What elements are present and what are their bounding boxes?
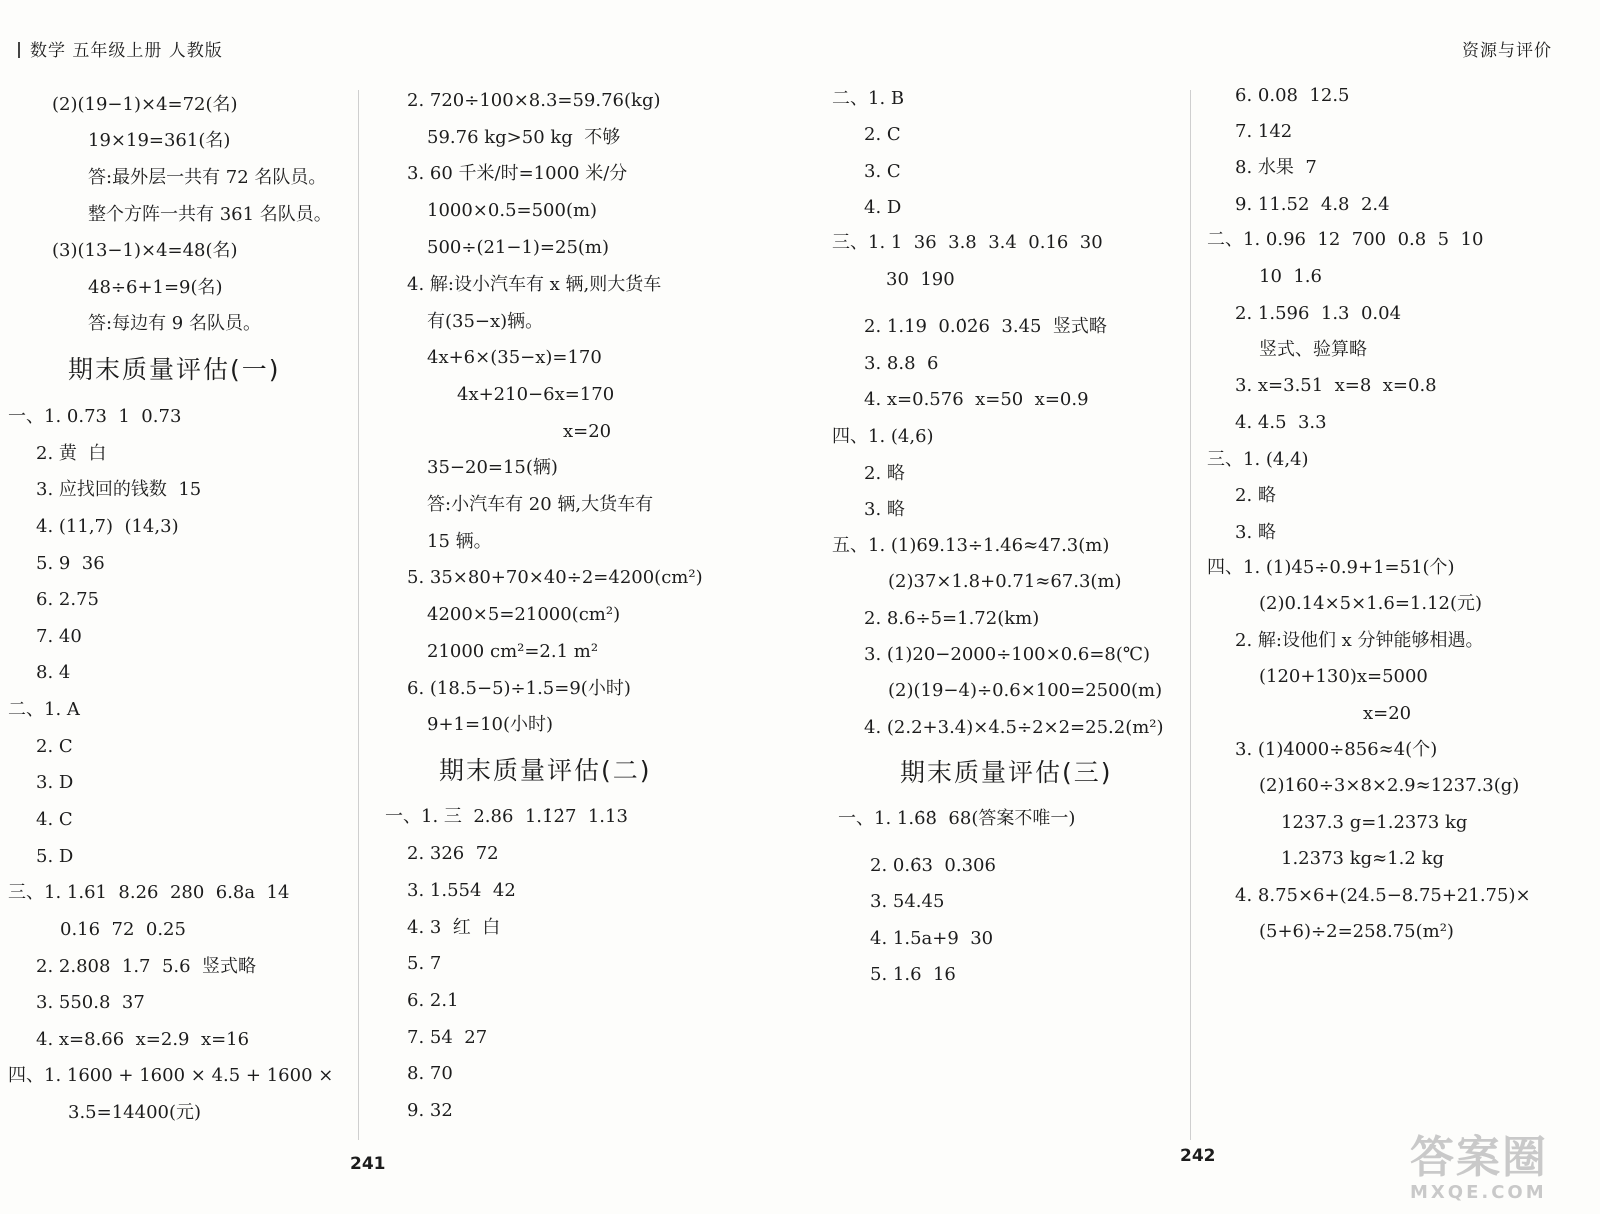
answer-line: 一、1. 1.6̇8̇ 68(答案不唯一) [838, 808, 1076, 829]
answer-line: 4. D [864, 197, 902, 218]
answer-column-1 [0, 0, 380, 1214]
answer-line: (2)37×1.8+0.71≈67.3(m) [888, 571, 1122, 592]
answer-line: 2. 2.808 1.7 5.6 竖式略 [36, 956, 257, 977]
answer-line: 四、1. (1)45÷0.9+1=51(个) [1207, 557, 1455, 578]
answer-line: 四、1. 1600 + 1600 × 4.5 + 1600 × [8, 1065, 334, 1086]
answer-line: 3. (1)4000÷856≈4(个) [1235, 739, 1438, 760]
answer-line: (5+6)÷2=258.75(m²) [1259, 921, 1454, 942]
answer-line: 9. 11.52 4.8 2.4 [1235, 194, 1390, 215]
answer-line: 5. 35×80+70×40÷2=4200(cm²) [407, 567, 703, 588]
answer-line: 一、1. 三 2.86 1.1̇2̇7 1.13 [385, 806, 628, 827]
answer-line: (3)(13−1)×4=48(名) [52, 240, 238, 261]
answer-line: 4. x=8.66 x=2.9 x=16 [36, 1029, 250, 1050]
answer-line: 3. 略 [864, 499, 905, 520]
answer-line: 2. 黄 白 [36, 443, 107, 464]
answer-line: 2. 8.6÷5=1.72(km) [864, 608, 1040, 629]
answer-line: 6. 2.1 [407, 990, 459, 1011]
answer-line: 8. 70 [407, 1063, 453, 1084]
answer-line: 二、1. A [8, 699, 80, 720]
watermark-logo-text: 答案圈 [1410, 1132, 1548, 1183]
answer-line: 三、1. (4,4) [1207, 449, 1309, 470]
answer-line: 2. 720÷100×8.3=59.76(kg) [407, 90, 661, 111]
answer-line: 1237.3 g=1.2373 kg [1281, 812, 1468, 833]
answer-line: 9. 32 [407, 1100, 453, 1121]
answer-line: 3. C [864, 161, 901, 182]
answer-line: 4. 3 红 白 [407, 917, 501, 938]
answer-line: 4x+6×(35−x)=170 [427, 347, 602, 368]
answer-line: 2. 0.6̇3 0.306 [870, 855, 996, 876]
answer-line: 3. 54.45 [870, 891, 945, 912]
answer-line: 19×19=361(名) [88, 130, 231, 151]
answer-line: x=20 [563, 421, 612, 442]
running-header-right: 资源与评价 [1462, 41, 1552, 61]
answer-line: 7. 142 [1235, 121, 1293, 142]
answer-line: 一、1. 0.73 1 0.73 [8, 406, 182, 427]
answer-column-2 [385, 0, 775, 1214]
answer-line: 35−20=15(辆) [427, 457, 558, 478]
answer-line: 10 1.6 [1259, 266, 1322, 287]
answer-line: 3. 1.554 42 [407, 880, 516, 901]
answer-line: 21000 cm²=2.1 m² [427, 641, 599, 662]
answer-line: 500÷(21−1)=25(m) [427, 237, 610, 258]
answer-line: 3. (1)20−2000÷100×0.6=8(℃) [864, 644, 1151, 665]
answer-line: 8. 水果 7 [1235, 157, 1317, 178]
answer-line: 7. 40 [36, 626, 82, 647]
answer-line: 四、1. (4,6) [832, 426, 934, 447]
answer-line: 整个方阵一共有 361 名队员。 [88, 204, 332, 225]
section-title: 期末质量评估(二) [439, 756, 652, 785]
answer-line: 30 190 [886, 269, 955, 290]
answer-column-4 [1207, 0, 1600, 1214]
answer-line: 3. x=3.51 x=8 x=0.8 [1235, 375, 1437, 396]
answer-line: 二、1. B [832, 88, 905, 109]
answer-line: (2)(19−4)÷0.6×100=2500(m) [888, 680, 1163, 701]
answer-line: x=20 [1363, 703, 1412, 724]
answer-line: 答:每边有 9 名队员。 [88, 313, 261, 334]
answer-line: 0.16 72 0.25 [60, 919, 186, 940]
answer-line: 三、1. 1.61 8.26 280 6.8a 14 [8, 882, 290, 903]
answer-line: (2)0.14×5×1.6=1.12(元) [1259, 593, 1483, 614]
running-header-left: 数学 五年级上册 人教版 [18, 36, 223, 61]
answer-line: 1000×0.5=500(m) [427, 200, 598, 221]
answer-line: 6. (18.5−5)÷1.5=9(小时) [407, 678, 631, 699]
answer-line: 4. (11,7) (14,3) [36, 516, 179, 537]
answer-line: 5. 7 [407, 953, 442, 974]
answer-line: 竖式、验算略 [1259, 339, 1367, 360]
answer-line: 7. 54 27 [407, 1027, 488, 1048]
answer-line: 8. 4 [36, 662, 71, 683]
answer-line: 2. C [864, 124, 901, 145]
answer-line: 4x+210−6x=170 [457, 384, 615, 405]
answer-line: 2. 1.596 1.3 0.04 [1235, 303, 1402, 324]
answer-line: 五、1. (1)69.13÷1.46≈47.3(m) [832, 535, 1110, 556]
answer-line: 59.76 kg>50 kg 不够 [427, 127, 621, 148]
answer-line: 2. 326 72 [407, 843, 499, 864]
answer-line: 4. 8.75×6+(24.5−8.75+21.75)× [1235, 885, 1531, 906]
answer-line: (120+130)x=5000 [1259, 666, 1428, 687]
answer-line: 5. 9 36 [36, 553, 105, 574]
answer-line: 2. 1.19 0.0̇2̇6 3.45 竖式略 [864, 316, 1107, 337]
answer-line: 三、1. 1 36 3.8 3.4 0.16 30 [832, 232, 1103, 253]
page-number-right: 242 [1180, 1146, 1216, 1166]
answer-line: 3. 60 千米/时=1000 米/分 [407, 163, 628, 184]
answer-line: 2. 略 [1235, 485, 1276, 506]
answer-line: 4. x=0.576 x=50 x=0.9 [864, 389, 1089, 410]
answer-line: 4. C [36, 809, 73, 830]
section-title: 期末质量评估(一) [68, 355, 281, 384]
answer-line: (2)160÷3×8×2.9≈1237.3(g) [1259, 775, 1520, 796]
answer-line: 答:小汽车有 20 辆,大货车有 [427, 494, 654, 515]
answer-line: 4. (2.2+3.4)×4.5÷2×2=25.2(m²) [864, 717, 1164, 738]
page-number-left: 241 [350, 1154, 386, 1174]
answer-line: 有(35−x)辆。 [427, 311, 544, 332]
answer-line: 4. 4.5 3.3 [1235, 412, 1327, 433]
answer-line: 5. D [36, 846, 74, 867]
answer-line: 1.2373 kg≈1.2 kg [1281, 848, 1444, 869]
answer-line: 6. 2.75 [36, 589, 99, 610]
section-title: 期末质量评估(三) [900, 758, 1113, 787]
answer-line: 3. 应找回的钱数 15 [36, 479, 202, 500]
answer-line: 答:最外层一共有 72 名队员。 [88, 167, 327, 188]
answer-line: 48÷6+1=9(名) [88, 277, 223, 298]
answer-line: 4200×5=21000(cm²) [427, 604, 621, 625]
answer-line: 3. 略 [1235, 522, 1276, 543]
answer-line: 3. D [36, 772, 74, 793]
answer-line: 3. 550.8 37 [36, 992, 145, 1013]
watermark-url: MXQE.COM [1410, 1182, 1547, 1203]
site-watermark [1410, 1134, 1570, 1204]
answer-line: 3.5=14400(元) [68, 1102, 202, 1123]
answer-line: 2. 解:设他们 x 分钟能够相遇。 [1235, 630, 1484, 651]
answer-line: 9+1=10(小时) [427, 714, 554, 735]
answer-line: 4. 1.5a+9 30 [870, 928, 994, 949]
answer-line: 5. 1.6 16 [870, 964, 956, 985]
answer-line: 二、1. 0.96 12 700 0.8 5 10 [1207, 229, 1484, 250]
answer-line: (2)(19−1)×4=72(名) [52, 94, 238, 115]
answer-line: 4. 解:设小汽车有 x 辆,则大货车 [407, 274, 662, 295]
answer-line: 3. 8.8 6 [864, 353, 939, 374]
answer-line: 2. 略 [864, 463, 905, 484]
answer-line: 6. 0.08 12.5 [1235, 85, 1350, 106]
answer-line: 15 辆。 [427, 531, 492, 552]
answer-column-3 [832, 0, 1218, 1214]
answer-line: 2. C [36, 736, 73, 757]
